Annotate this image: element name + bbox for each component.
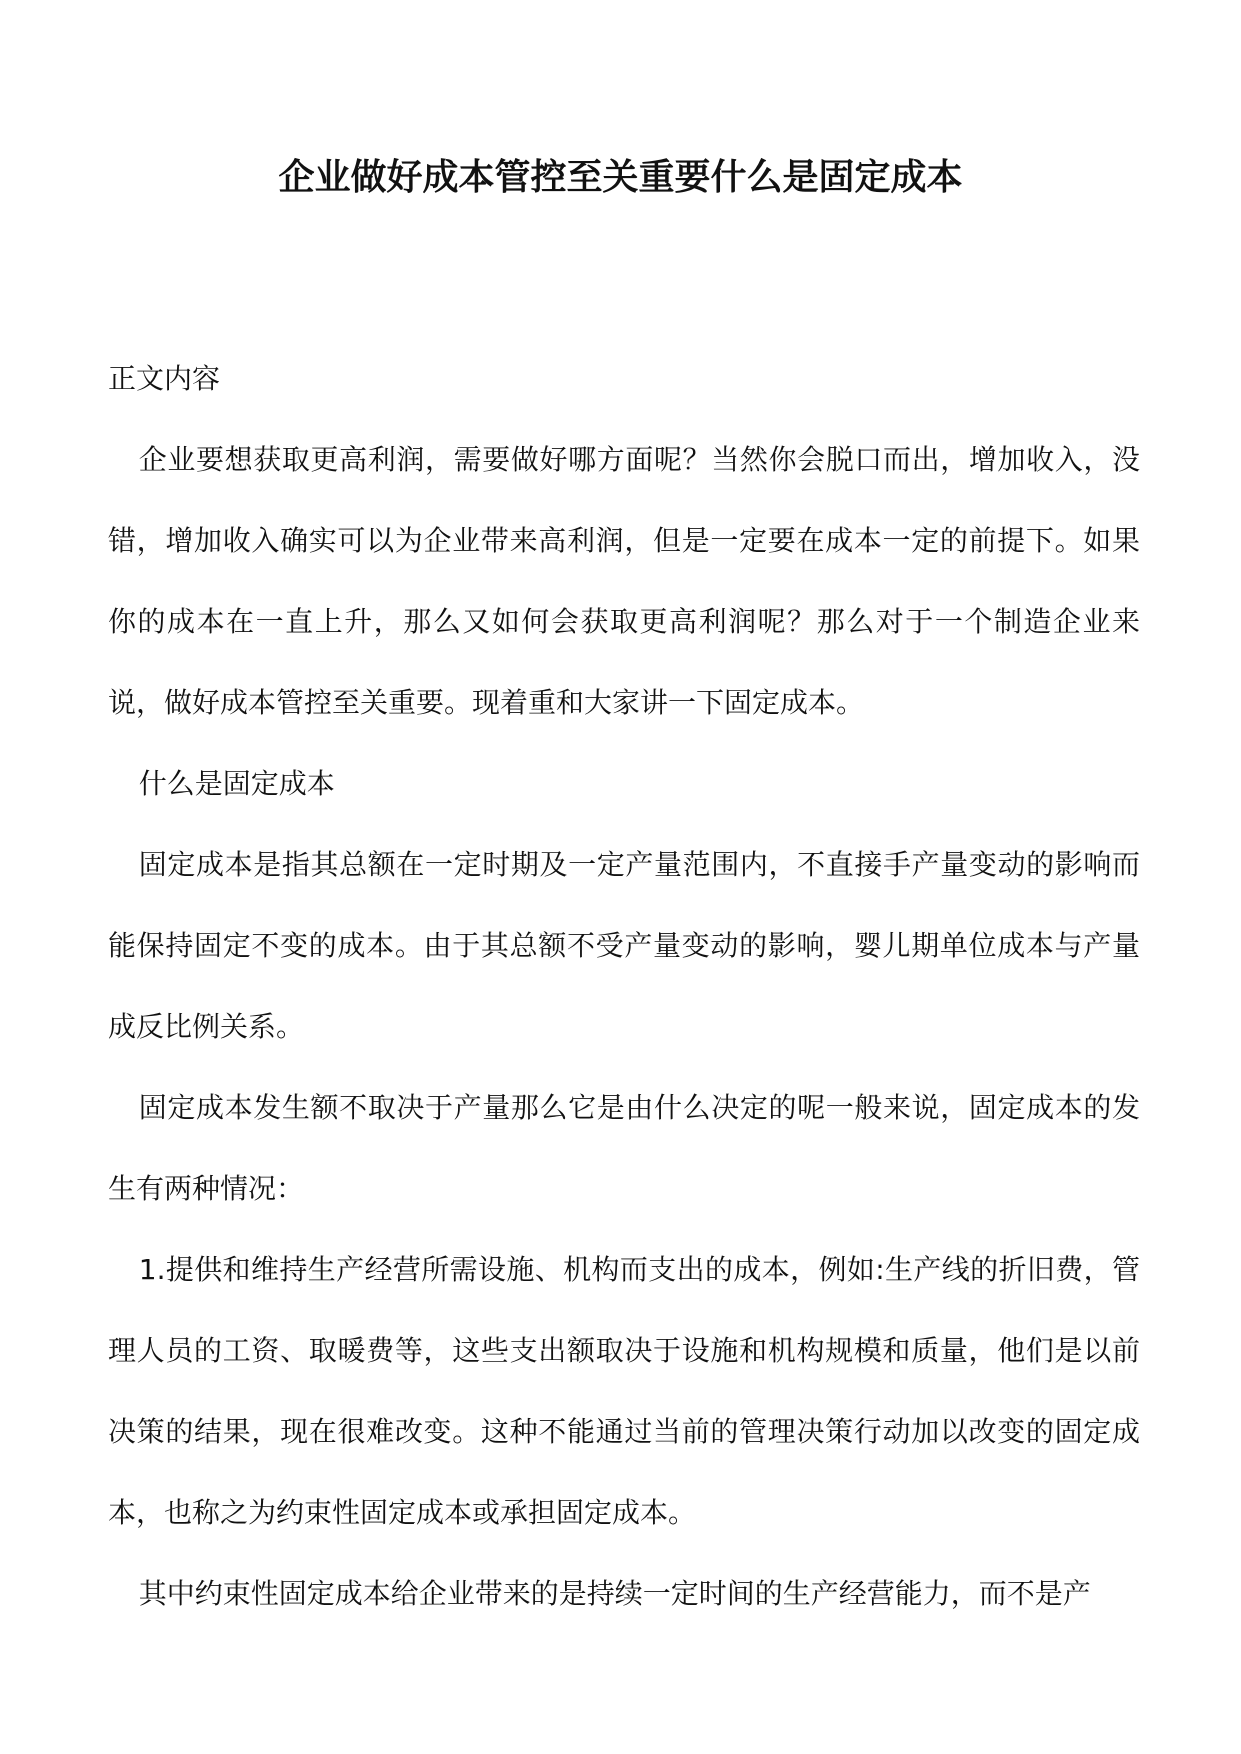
paragraph-intro: 企业要想获取更高利润，需要做好哪方面呢？当然你会脱口而出，增加收入，没错，增加收入确实可以为企业带来高利润，但是一定要在成本一定的前提下。如果你的成本在一直上升，那么又如何会获取更高利润呢？那么对于一个制造企业来说，做好成本管控至关重要。现着重和大家讲一下固定成本。 [108, 443, 1140, 719]
document-body [108, 338, 1140, 1634]
document-title: 企业做好成本管控至关重要什么是固定成本 [278, 156, 963, 198]
section-label: 正文内容 [108, 362, 221, 395]
subheading-fixed-cost: 什么是固定成本 [138, 767, 335, 800]
paragraph-item-1: 1.提供和维持生产经营所需设施、机构而支出的成本，例如:生产线的折旧费，管理人员的工资、取暖费等，这些支出额取决于设施和机构规模和质量，他们是以前决策的结果，现在很难改变。这种不能通过当前的管理决策行动加以改变的固定成本，也称之为约束性固定成本或承担固定成本。 [108, 1253, 1140, 1529]
paragraph-determinants: 固定成本发生额不取决于产量那么它是由什么决定的呢一般来说，固定成本的发生有两种情况： [108, 1091, 1140, 1205]
paragraph-definition: 固定成本是指其总额在一定时期及一定产量范围内，不直接手产量变动的影响而能保持固定不变的成本。由于其总额不受产量变动的影响，婴儿期单位成本与产量成反比例关系。 [108, 848, 1140, 1043]
paragraph-committed-cost: 其中约束性固定成本给企业带来的是持续一定时间的生产经营能力，而不是产 [138, 1577, 1091, 1610]
